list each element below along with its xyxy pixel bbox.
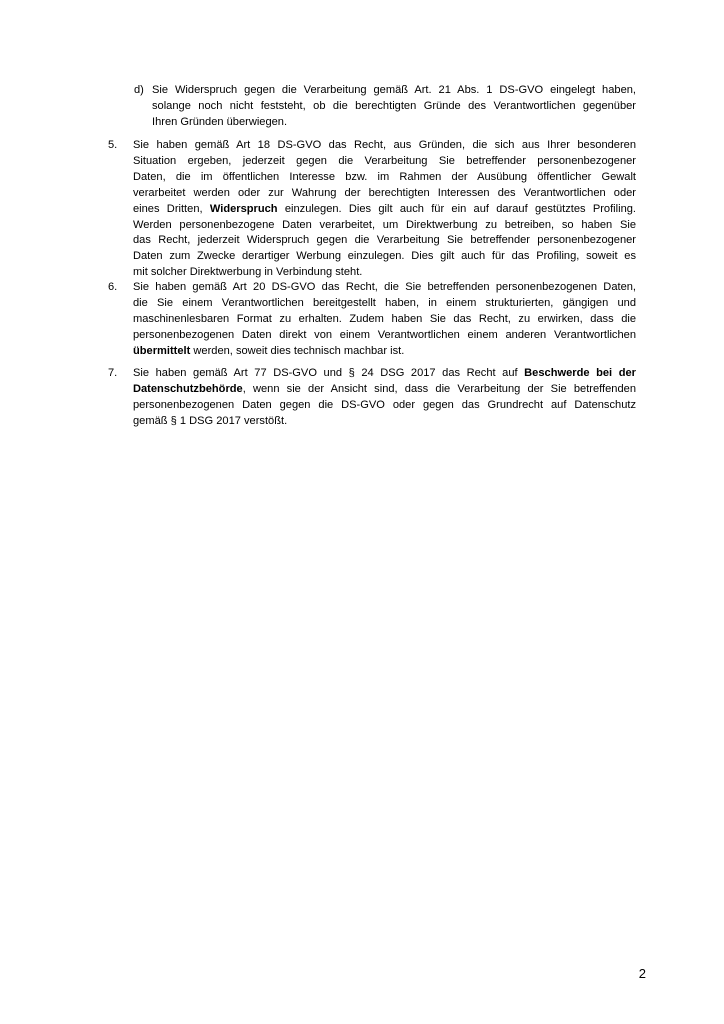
list-item-marker: 5. (108, 139, 118, 151)
list-item-marker: 6. (108, 281, 118, 293)
text-segment: Sie haben gemäß Art 18 DS-GVO das Recht, aus Gründen, die sich aus Ihrer besonderen (133, 139, 636, 151)
text-line (133, 170, 636, 186)
text-segment: personenbezogenen Daten gegen die DS-GVO oder gegen das Grundrecht auf Datenschutz (133, 398, 636, 411)
bold-text: Datenschutzbehörde (133, 382, 243, 395)
text-line (133, 186, 636, 202)
text-line (133, 344, 636, 360)
text-line (133, 280, 636, 296)
text-segment: Daten zum Zwecke derartiger Werbung einzulegen. Dies gilt auch für das Profiling, soweit es (133, 250, 636, 263)
text-line (133, 218, 636, 234)
text-segment: personenbezogenen Daten direkt von einem Verantwortlichen einem anderen Verantwortlichen (133, 328, 636, 341)
text-segment: gemäß § 1 DSG 2017 verstößt. (133, 414, 288, 427)
text-line (133, 249, 636, 265)
bold-text: Beschwerde bei der (524, 367, 636, 379)
text-line (152, 99, 636, 115)
list-item-text (133, 280, 636, 360)
text-segment: das Recht, jederzeit Widerspruch gegen die Verarbeitung Sie betreffender personenbezogener (133, 234, 636, 247)
list-item-marker: d) (134, 84, 144, 96)
text-segment: Werden personenbezogene Daten verarbeitet, um Direktwerbung zu betreiben, so haben Sie (133, 218, 636, 231)
list-item (134, 83, 636, 131)
text-line (133, 398, 636, 414)
text-line (152, 83, 636, 99)
text-line (133, 233, 636, 249)
list-item-text (133, 366, 636, 430)
list-item-text (133, 138, 636, 281)
text-line (133, 312, 636, 328)
list-item-text (152, 83, 636, 131)
text-segment: Sie haben gemäß Art 20 DS-GVO das Recht, die Sie betreffenden personenbezogenen Daten, (133, 281, 636, 293)
text-line (133, 265, 636, 281)
text-segment: Daten, die im öffentlichen Interesse bzw. im Rahmen der Ausübung öffentlicher Gewalt (133, 170, 636, 183)
text-segment: Ihren Gründen überwiegen. (152, 115, 288, 128)
text-line (133, 202, 636, 218)
text-segment: Sie Widerspruch gegen die Verarbeitung gemäß Art. 21 Abs. 1 DS-GVO eingelegt haben, (152, 84, 636, 96)
text-line (133, 138, 636, 154)
text-line (133, 366, 636, 382)
text-segment: Sie haben gemäß Art 77 DS-GVO und § 24 DSG 2017 das Recht auf (133, 367, 525, 379)
text-segment: solange noch nicht feststeht, ob die berechtigten Gründe des Verantwortlichen gegenüber (152, 99, 636, 112)
list-item-marker: 7. (108, 367, 118, 379)
text-segment: maschinenlesbaren Format zu erhalten. Zudem haben Sie das Recht, zu erwirken, dass die (133, 312, 636, 325)
bold-text: Widerspruch (209, 202, 278, 215)
text-line (133, 154, 636, 170)
list-item (108, 138, 636, 281)
page-number: 2 (638, 966, 646, 981)
text-segment: die Sie einem Verantwortlichen bereitgestellt haben, in einem strukturierten, gängigen und (133, 296, 636, 309)
text-segment: Situation ergeben, jederzeit gegen die Verarbeitung Sie betreffender personenbezogener (133, 154, 636, 167)
text-segment: , wenn sie der Ansicht sind, dass die Verarbeitung der Sie betreffenden (242, 382, 636, 395)
text-segment: werden, soweit dies technisch machbar ist. (190, 344, 405, 357)
text-line (133, 414, 636, 430)
bold-text: übermittelt (133, 344, 191, 357)
list-item (108, 366, 636, 430)
list-item (108, 280, 636, 360)
text-line (133, 328, 636, 344)
text-line (152, 115, 636, 131)
text-line (133, 382, 636, 398)
text-segment: mit solcher Direktwerbung in Verbindung steht. (133, 266, 363, 279)
text-line (133, 296, 636, 312)
text-segment: verarbeitet werden oder zur Wahrung der berechtigten Interessen des Verantwortlichen oder (133, 186, 636, 199)
text-segment: eines Dritten, (133, 202, 210, 215)
text-segment: einzulegen. Dies gilt auch für ein auf darauf gestütztes Profiling. (277, 202, 636, 215)
